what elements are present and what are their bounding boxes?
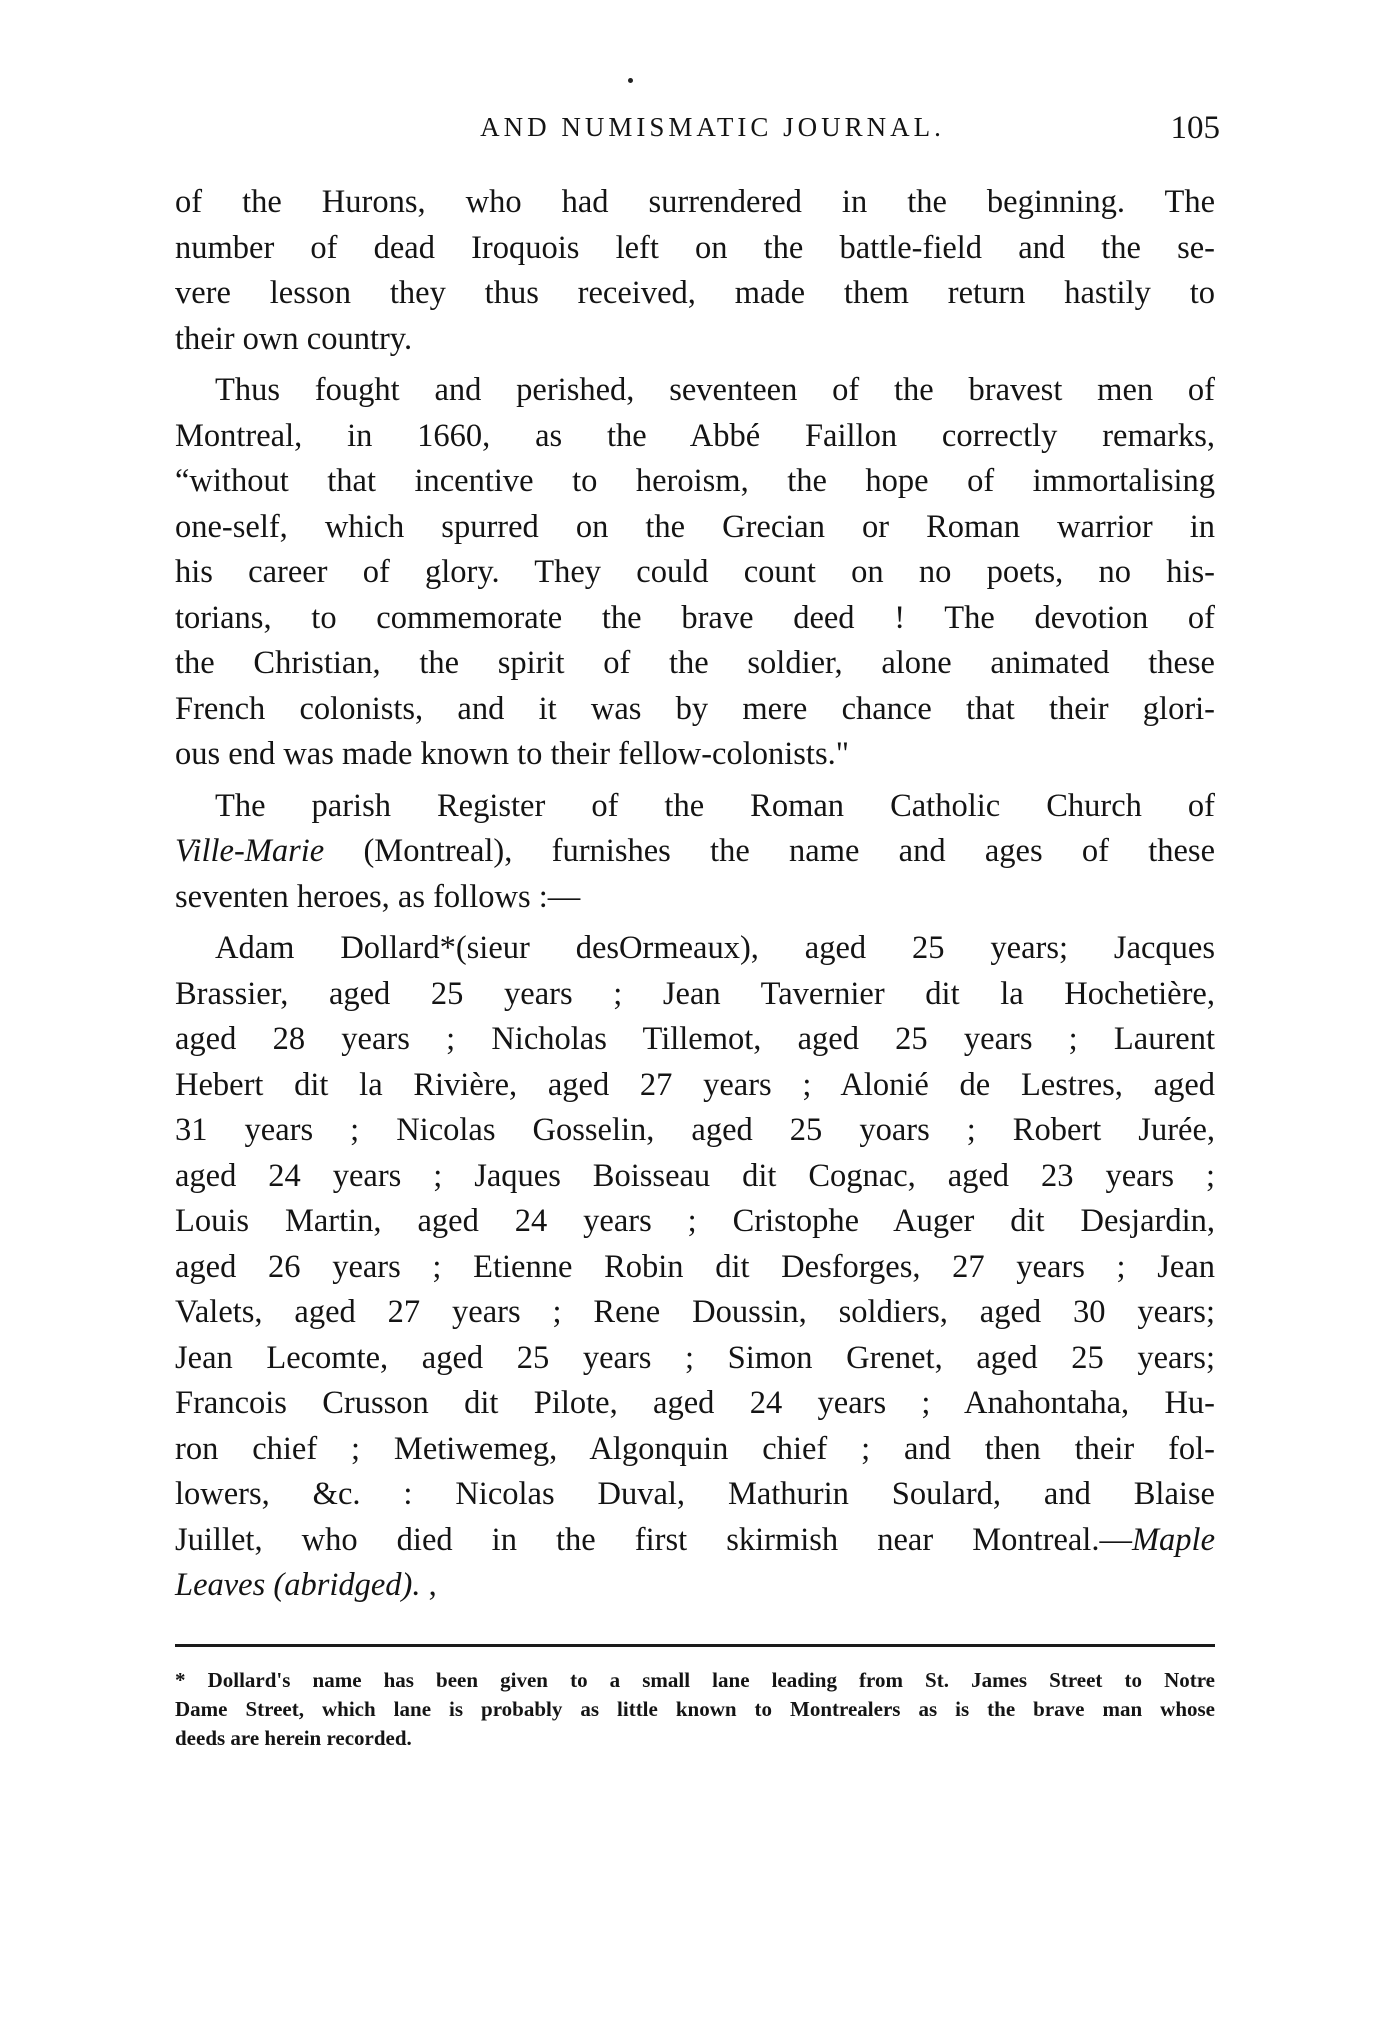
paragraph-hurons	[175, 180, 1215, 362]
text-line: Brassier, aged 25 years ; Jean Tavernier dit la Hochetière,	[175, 975, 1215, 1012]
text-line: French colonists, and it was by mere chance that their glori-	[175, 690, 1215, 727]
footnote	[175, 1666, 1215, 1753]
body-text	[175, 180, 1215, 1615]
text-line: Jean Lecomte, aged 25 years ; Simon Grenet, aged 25 years;	[175, 1339, 1215, 1376]
footnote-line: Dame Street, which lane is probably as little known to Montrealers as is the brave man whose	[175, 1697, 1215, 1721]
source-title-italic: Maple	[1131, 1521, 1215, 1558]
text-line	[175, 1563, 1215, 1609]
text-line: seventen heroes, as follows :—	[175, 878, 581, 915]
text-line: aged 24 years ; Jaques Boisseau dit Cognac, aged 23 years ;	[175, 1157, 1215, 1194]
text-line: Montreal, in 1660, as the Abbé Faillon correctly remarks,	[175, 417, 1215, 454]
running-header	[175, 108, 1230, 148]
footnote-line: deeds are herein recorded.	[175, 1726, 412, 1750]
ville-marie-italic: Ville-Marie	[175, 833, 325, 869]
text-fragment: (Montreal), furnishes the name and ages of these	[324, 833, 1215, 869]
divider-rule	[175, 1644, 1215, 1647]
text-line: Francois Crusson dit Pilote, aged 24 years ; Anahontaha, Hu-	[175, 1385, 1215, 1421]
text-line: their own country.	[175, 320, 413, 357]
text-line: Valets, aged 27 years ; Rene Doussin, soldiers, aged 30 years;	[175, 1294, 1215, 1330]
text-line: lowers, &c. : Nicolas Duval, Mathurin Soulard, and Blaise	[175, 1476, 1215, 1512]
text-line	[175, 829, 1215, 875]
text-fragment: ,	[420, 1567, 437, 1603]
text-line: aged 28 years ; Nicholas Tillemot, aged 25 years ; Laurent	[175, 1021, 1215, 1057]
text-line: one-self, which spurred on the Grecian or Roman warrior in	[175, 508, 1215, 545]
text-line: number of dead Iroquois left on the battle-field and the se-	[175, 229, 1215, 266]
text-line	[175, 1518, 1215, 1564]
text-line: Hebert dit la Rivière, aged 27 years ; Alonié de Lestres, aged	[175, 1066, 1215, 1103]
paragraph-parish-register	[175, 784, 1215, 921]
text-line: Louis Martin, aged 24 years ; Cristophe Auger dit Desjardin,	[175, 1203, 1215, 1239]
footnote-divider	[175, 1644, 1215, 1648]
text-line: 31 years ; Nicolas Gosselin, aged 25 yoars ; Robert Jurée,	[175, 1112, 1215, 1148]
text-line: torians, to commemorate the brave deed ! The devotion of	[175, 599, 1215, 636]
text-line: of the Hurons, who had surrendered in the beginning. The	[175, 184, 1215, 220]
footnote-line: * Dollard's name has been given to a small lane leading from St. James Street to Notre	[175, 1668, 1215, 1692]
text-line: the Christian, the spirit of the soldier, alone animated these	[175, 645, 1215, 681]
text-line: Adam Dollard*(sieur desOrmeaux), aged 25 years; Jacques	[215, 930, 1215, 966]
text-line: Thus fought and perished, seventeen of the bravest men of	[215, 372, 1215, 408]
page-number: 105	[1170, 110, 1220, 146]
paragraph-heroes-list	[175, 926, 1215, 1609]
paragraph-faillon-quote	[175, 368, 1215, 778]
text-line: his career of glory. They could count on no poets, no his-	[175, 554, 1215, 590]
print-speck	[628, 78, 633, 83]
text-fragment: Juillet, who died in the first skirmish near Montreal.—	[175, 1521, 1132, 1558]
source-title-italic: Leaves (abridged).	[175, 1567, 421, 1603]
text-line: The parish Register of the Roman Catholic Church of	[215, 787, 1215, 824]
text-line: vere lesson they thus received, made them return hastily to	[175, 275, 1215, 311]
text-line: ron chief ; Metiwemeg, Algonquin chief ; and then their fol-	[175, 1430, 1215, 1467]
text-line: aged 26 years ; Etienne Robin dit Desforges, 27 years ; Jean	[175, 1248, 1215, 1285]
running-title: AND NUMISMATIC JOURNAL.	[480, 112, 945, 142]
text-line: “without that incentive to heroism, the hope of immortalising	[175, 463, 1215, 499]
text-line: ous end was made known to their fellow-colonists."	[175, 736, 849, 772]
